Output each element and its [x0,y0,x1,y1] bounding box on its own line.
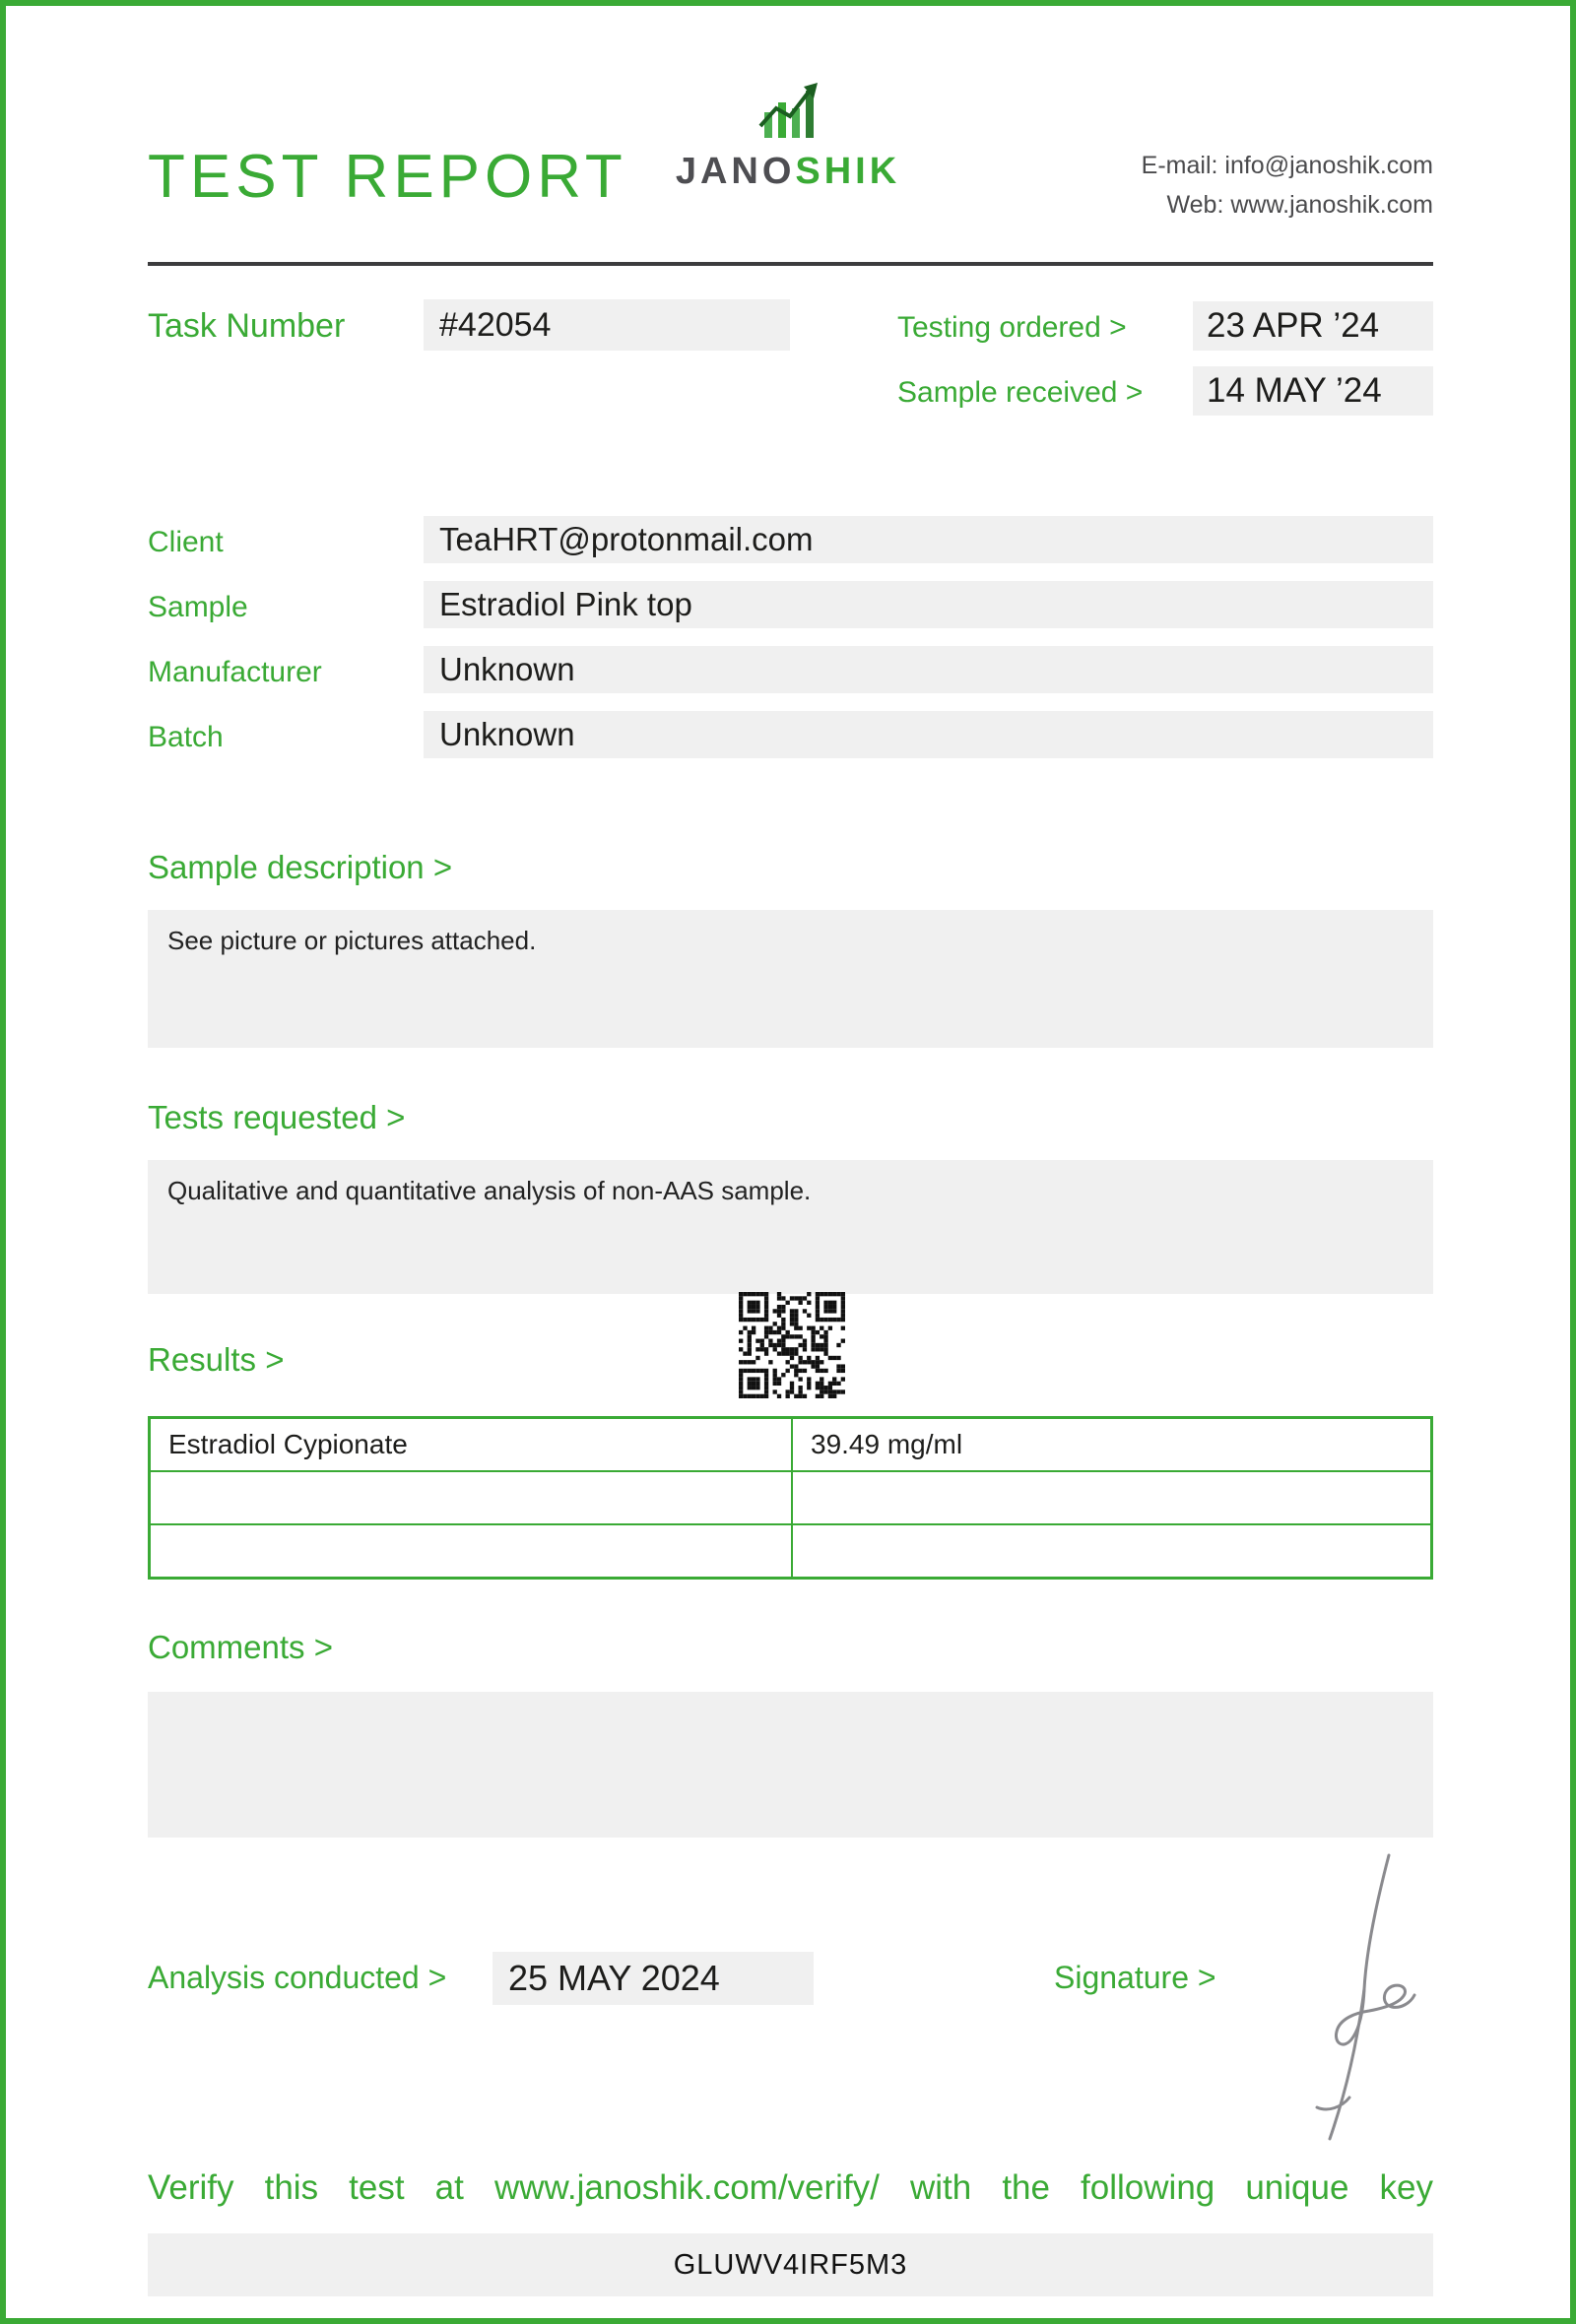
manufacturer-value: Unknown [424,646,1433,693]
task-number-value: #42054 [424,299,790,351]
verify-key: GLUWV4IRF5M3 [148,2233,1433,2296]
result-concentration: 39.49 mg/ml [791,1419,1430,1470]
batch-value: Unknown [424,711,1433,758]
tests-requested-box: Qualitative and quantitative analysis of non-AAS sample. [148,1160,1433,1294]
report-title: TEST REPORT [148,143,627,211]
result-substance [151,1472,791,1523]
signature [1271,1849,1438,2145]
task-number-label: Task Number [148,307,346,345]
result-concentration [791,1525,1430,1577]
email-label: E-mail: [1141,152,1218,179]
sample-description-box: See picture or pictures attached. [148,910,1433,1048]
chart-growth-icon [749,83,827,144]
qr-code [739,1292,845,1398]
email-row [1142,146,1433,185]
analysis-conducted-value: 25 MAY 2024 [492,1952,814,2005]
result-substance: Estradiol Cypionate [168,1429,408,1459]
manufacturer-label: Manufacturer [148,656,322,688]
client-value: TeaHRT@protonmail.com [424,516,1433,563]
results-heading: Results > [148,1341,285,1378]
sample-received-label: Sample received > [897,376,1144,409]
email-value: info@janoshik.com [1224,152,1433,179]
batch-label: Batch [148,721,224,753]
verify-instruction: Verify this test at www.janoshik.com/verify/ with the following unique key [148,2168,1433,2207]
logo-text-jano: JANO [675,151,796,192]
table-row [151,1523,1430,1577]
header-divider [148,262,1433,266]
sample-received-value: 14 MAY ’24 [1193,366,1433,416]
sample-description-heading: Sample description > [148,849,453,885]
table-row [151,1470,1430,1523]
logo-text-shik: SHIK [795,151,901,192]
tests-requested-heading: Tests requested > [148,1099,406,1135]
testing-ordered-label: Testing ordered > [897,311,1127,344]
result-substance [151,1525,791,1577]
table-row [151,1419,1430,1470]
web-value: www.janoshik.com [1230,191,1433,219]
analysis-conducted-label: Analysis conducted > [148,1960,447,1995]
sample-value: Estradiol Pink top [424,581,1433,628]
contact-info [1142,146,1433,225]
result-concentration [791,1472,1430,1523]
results-table [148,1416,1433,1580]
signature-label: Signature > [1054,1960,1216,1995]
comments-heading: Comments > [148,1629,333,1665]
web-row [1142,185,1433,225]
comments-box [148,1692,1433,1838]
web-label: Web: [1166,191,1224,219]
sample-label: Sample [148,591,248,623]
testing-ordered-value: 23 APR ’24 [1193,301,1433,351]
client-label: Client [148,526,224,558]
